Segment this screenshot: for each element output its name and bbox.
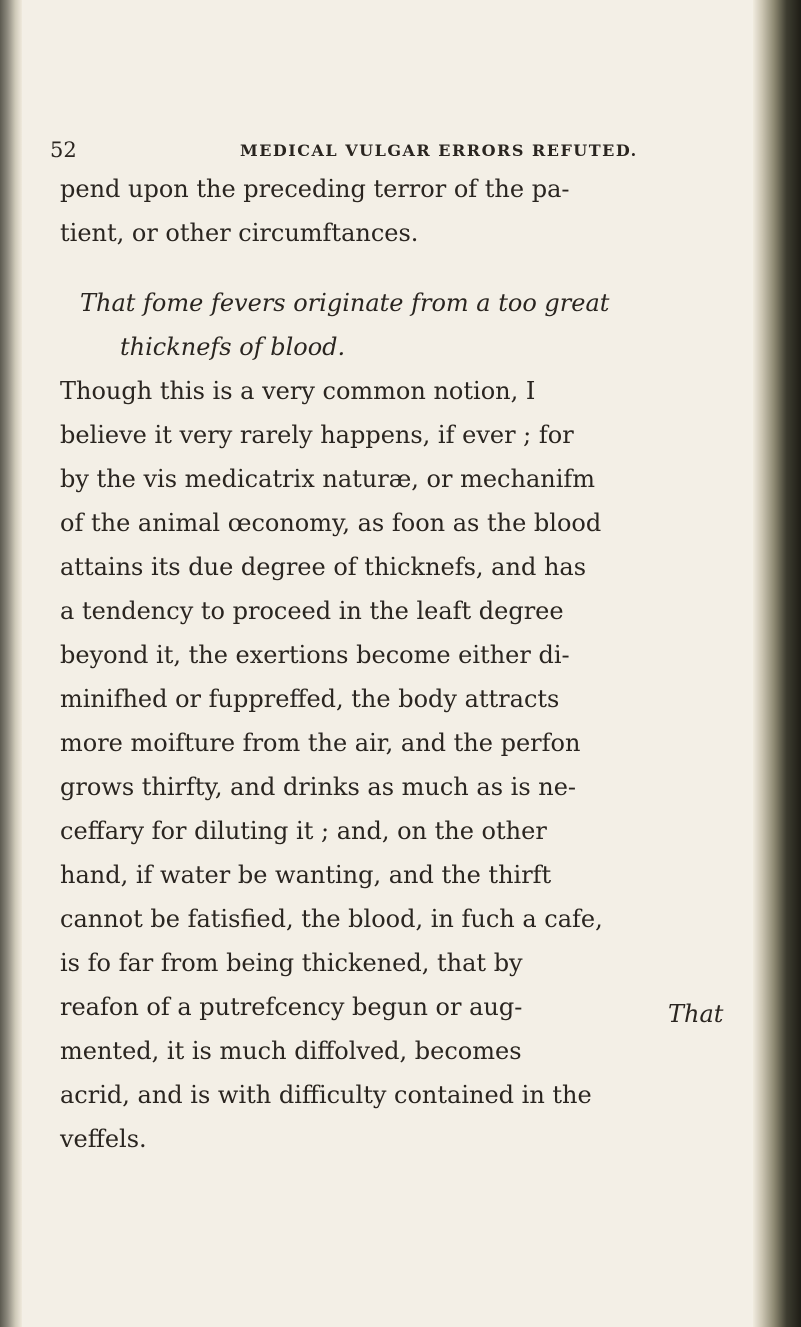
running-head xyxy=(50,138,750,168)
text-line: more moifture from the air, and the perfon xyxy=(60,729,581,757)
text-line: minifhed or fuppreffed, the body attracts xyxy=(60,685,560,713)
text-line: pend upon the preceding terror of the pa- xyxy=(60,175,570,203)
text-line: beyond it, the exertions become either di- xyxy=(60,641,570,669)
running-title: MEDICAL VULGAR ERRORS REFUTED. xyxy=(240,141,638,160)
section-heading-line-2: thicknefs of blood. xyxy=(120,333,346,361)
text-line: tient, or other circumftances. xyxy=(60,219,419,247)
text-line: is fo far from being thickened, that by xyxy=(60,949,523,977)
text-line: a tendency to proceed in the leaft degree xyxy=(60,597,564,625)
text-line: ceffary for diluting it ; and, on the other xyxy=(60,817,547,845)
text-line: reafon of a putrefcency begun or aug- xyxy=(60,993,523,1021)
text-line: cannot be fatisfied, the blood, in fuch a cafe, xyxy=(60,905,603,933)
text-line: of the animal œconomy, as foon as the blood xyxy=(60,509,602,537)
section-heading-line-1: That fome fevers originate from a too great xyxy=(80,289,610,317)
text-line: acrid, and is with difficulty contained in the xyxy=(60,1081,592,1109)
text-line: Though this is a very common notion, I xyxy=(60,377,536,405)
text-line: grows thirfty, and drinks as much as is ne- xyxy=(60,773,577,801)
page-number: 52 xyxy=(50,138,77,162)
text-line: believe it very rarely happens, if ever ; for xyxy=(60,421,574,449)
text-line: by the vis medicatrix naturæ, or mechanifm xyxy=(60,465,596,493)
body-text xyxy=(60,167,750,1161)
catchword: That xyxy=(668,1000,724,1028)
text-line: attains its due degree of thicknefs, and has xyxy=(60,553,587,581)
text-line: veffels. xyxy=(60,1125,147,1153)
text-line: hand, if water be wanting, and the thirft xyxy=(60,861,552,889)
text-line: mented, it is much diffolved, becomes xyxy=(60,1037,522,1065)
